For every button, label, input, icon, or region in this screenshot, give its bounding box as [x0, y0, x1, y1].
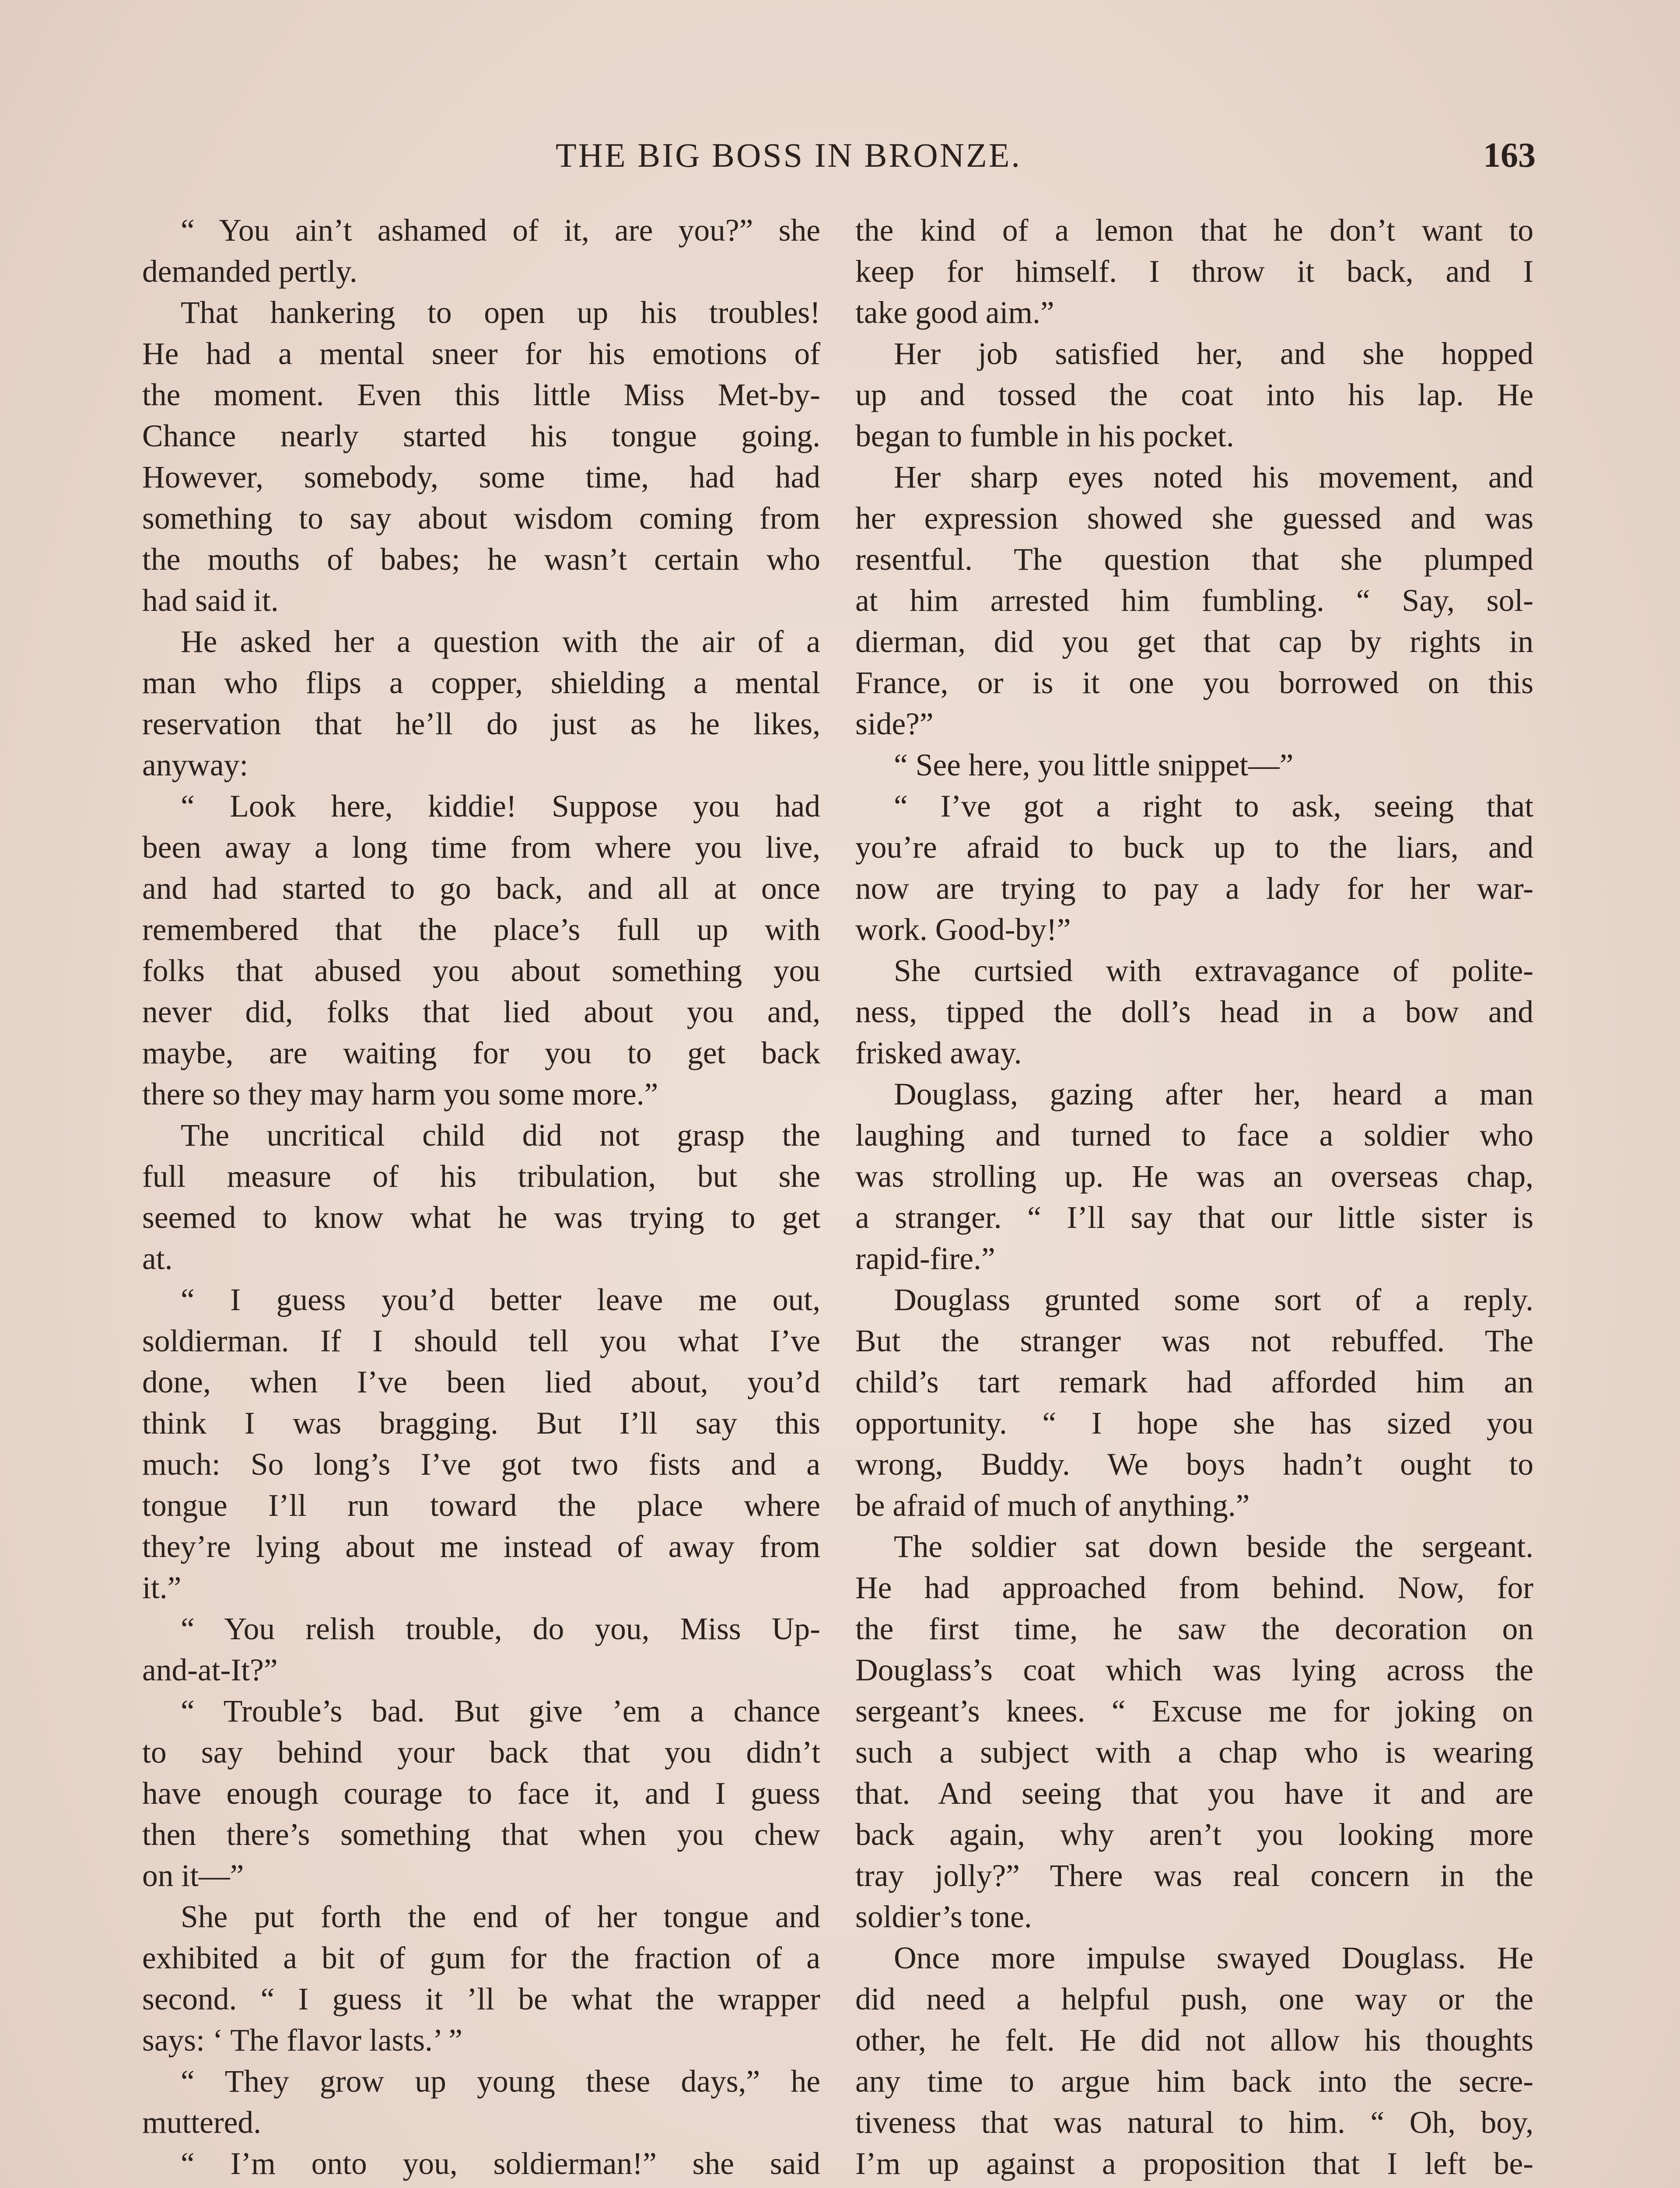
- text-line: remembered that the place’s full up with: [142, 912, 820, 947]
- text-line: have enough courage to face it, and I guess: [142, 1776, 820, 1811]
- text-line: soldier’s tone.: [855, 1900, 1032, 1934]
- text-line: The soldier sat down beside the sergeant.: [894, 1529, 1533, 1564]
- text-line: He had a mental sneer for his emotions of: [142, 337, 820, 371]
- text-line: the moment. Even this little Miss Met-by-: [142, 378, 820, 412]
- text-line: [142, 2184, 820, 2188]
- page-header: [140, 131, 1536, 179]
- text-line: anyway:: [142, 748, 248, 782]
- text-line: However, somebody, some time, had had: [142, 460, 820, 494]
- text-line: “ They grow up young these days,” he: [181, 2064, 820, 2099]
- text-line: tiveness that was natural to him. “ Oh, boy,: [855, 2105, 1533, 2140]
- text-line: says: ‘ The flavor lasts.’ ”: [142, 2023, 463, 2058]
- text-line: the mouths of babes; he wasn’t certain who: [142, 542, 820, 577]
- text-line: back again, why aren’t you looking more: [855, 1817, 1533, 1852]
- text-line: child’s tart remark had afforded him an: [855, 1365, 1533, 1399]
- text-line: and-at-It?”: [142, 1653, 278, 1687]
- text-line: She put forth the end of her tongue and: [181, 1900, 820, 1934]
- text-line: wrong, Buddy. We boys hadn’t ought to: [855, 1447, 1533, 1482]
- text-line: But the stranger was not rebuffed. The: [855, 1324, 1533, 1358]
- text-line: demanded pertly.: [142, 254, 357, 289]
- text-line: man who flips a copper, shielding a mental: [142, 666, 820, 700]
- text-line: side?”: [855, 707, 934, 741]
- text-line: “ I guess you’d better leave me out,: [181, 1283, 820, 1317]
- text-line: other, he felt. He did not allow his thoughts: [855, 2023, 1533, 2058]
- text-line: maybe, are waiting for you to get back: [142, 1036, 820, 1070]
- text-line: done, when I’ve been lied about, you’d: [142, 1365, 820, 1399]
- text-line: at.: [142, 1241, 173, 1276]
- text-line: was strolling up. He was an overseas chap,: [855, 1159, 1533, 1194]
- text-line: “ Trouble’s bad. But give ’em a chance: [181, 1694, 820, 1729]
- text-line: “ Look here, kiddie! Suppose you had: [181, 789, 820, 824]
- text-line: much: So long’s I’ve got two fists and a: [142, 1447, 820, 1482]
- text-line: it.”: [142, 1571, 182, 1605]
- text-line: a stranger. “ I’ll say that our little sister is: [855, 1200, 1533, 1235]
- text-line: soldierman. If I should tell you what I’ve: [142, 1324, 820, 1358]
- text-line: frisked away.: [855, 1036, 1022, 1070]
- text-line: at him arrested him fumbling. “ Say, sol-: [855, 583, 1533, 618]
- text-line: now are trying to pay a lady for her war-: [855, 871, 1533, 906]
- text-line: exhibited a bit of gum for the fraction of a: [142, 1941, 820, 1975]
- text-line: resentful. The question that she plumped: [855, 542, 1533, 577]
- text-line: Once more impulse swayed Douglass. He: [894, 1941, 1533, 1975]
- text-line: “ See here, you little snippet—”: [894, 748, 1294, 782]
- text-line: something to say about wisdom coming from: [142, 501, 820, 536]
- text-line: the first time, he saw the decoration on: [855, 1612, 1533, 1646]
- text-line: then there’s something that when you chew: [142, 1817, 820, 1852]
- text-line: tray jolly?” There was real concern in the: [855, 1858, 1533, 1893]
- text-line: She curtsied with extravagance of polite-: [894, 954, 1533, 988]
- text-line: began to fumble in his pocket.: [855, 419, 1234, 453]
- text-line: I’m up against a proposition that I left be-: [855, 2146, 1533, 2181]
- text-line: [855, 2184, 1533, 2188]
- text-line: had said it.: [142, 583, 279, 618]
- text-line: never did, folks that lied about you and,: [142, 995, 820, 1029]
- text-line: any time to argue him back into the secre-: [855, 2064, 1533, 2099]
- text-line: Her sharp eyes noted his movement, and: [894, 460, 1533, 494]
- right-text-column: [855, 210, 1533, 2188]
- text-line: you’re afraid to buck up to the liars, and: [855, 830, 1533, 865]
- text-line: Douglass’s coat which was lying across the: [855, 1653, 1533, 1687]
- text-line: full measure of his tribulation, but she: [142, 1159, 820, 1194]
- text-line: dierman, did you get that cap by rights in: [855, 624, 1533, 659]
- text-line: there so they may harm you some more.”: [142, 1077, 658, 1112]
- text-line: seemed to know what he was trying to get: [142, 1200, 820, 1235]
- text-line: such a subject with a chap who is wearing: [855, 1735, 1533, 1770]
- text-line: He had approached from behind. Now, for: [855, 1571, 1533, 1605]
- text-line: up and tossed the coat into his lap. He: [855, 378, 1533, 412]
- text-line: ness, tipped the doll’s head in a bow and: [855, 995, 1533, 1029]
- text-line: did need a helpful push, one way or the: [855, 1982, 1533, 2016]
- text-line: her expression showed she guessed and was: [855, 501, 1533, 536]
- text-line: sergeant’s knees. “ Excuse me for joking on: [855, 1694, 1533, 1729]
- text-line: The uncritical child did not grasp the: [181, 1118, 820, 1153]
- text-line: “ You ain’t ashamed of it, are you?” she: [181, 213, 820, 248]
- text-line: work. Good-by!”: [855, 912, 1071, 947]
- text-line: tongue I’ll run toward the place where: [142, 1488, 820, 1523]
- text-line: opportunity. “ I hope she has sized you: [855, 1406, 1533, 1441]
- text-line: Douglass, gazing after her, heard a man: [894, 1077, 1533, 1112]
- text-line: France, or is it one you borrowed on this: [855, 666, 1533, 700]
- text-line: rapid-fire.”: [855, 1241, 995, 1276]
- text-line: “ I’m onto you, soldierman!” she said: [181, 2146, 820, 2181]
- text-line: on it—”: [142, 1858, 244, 1893]
- text-line: muttered.: [142, 2105, 262, 2140]
- text-line: “ You relish trouble, do you, Miss Up-: [181, 1612, 820, 1646]
- text-line: they’re lying about me instead of away from: [142, 1529, 820, 1564]
- text-line: “ I’ve got a right to ask, seeing that: [894, 789, 1533, 824]
- text-line: That hankering to open up his troubles!: [181, 295, 820, 330]
- text-line: take good aim.”: [855, 295, 1054, 330]
- text-line: be afraid of much of anything.”: [855, 1488, 1250, 1523]
- text-line: Chance nearly started his tongue going.: [142, 419, 820, 453]
- text-line: the kind of a lemon that he don’t want to: [855, 213, 1533, 248]
- text-line: and had started to go back, and all at once: [142, 871, 820, 906]
- text-line: laughing and turned to face a soldier who: [855, 1118, 1533, 1153]
- text-line: been away a long time from where you live,: [142, 830, 820, 865]
- page-number: 163: [1483, 136, 1536, 175]
- left-text-column: [142, 210, 820, 2188]
- text-line: keep for himself. I throw it back, and I: [855, 254, 1533, 289]
- text-line: Her job satisfied her, and she hopped: [894, 337, 1533, 371]
- text-line: Douglass grunted some sort of a reply.: [894, 1283, 1533, 1317]
- text-line: He asked her a question with the air of a: [181, 624, 820, 659]
- running-title: THE BIG BOSS IN BRONZE.: [556, 136, 1022, 174]
- text-line: folks that abused you about something you: [142, 954, 820, 988]
- text-line: to say behind your back that you didn’t: [142, 1735, 820, 1770]
- text-line: think I was bragging. But I’ll say this: [142, 1406, 820, 1441]
- text-line: second. “ I guess it ’ll be what the wrapper: [142, 1982, 820, 2016]
- text-line: reservation that he’ll do just as he likes,: [142, 707, 820, 741]
- text-line: that. And seeing that you have it and are: [855, 1776, 1533, 1811]
